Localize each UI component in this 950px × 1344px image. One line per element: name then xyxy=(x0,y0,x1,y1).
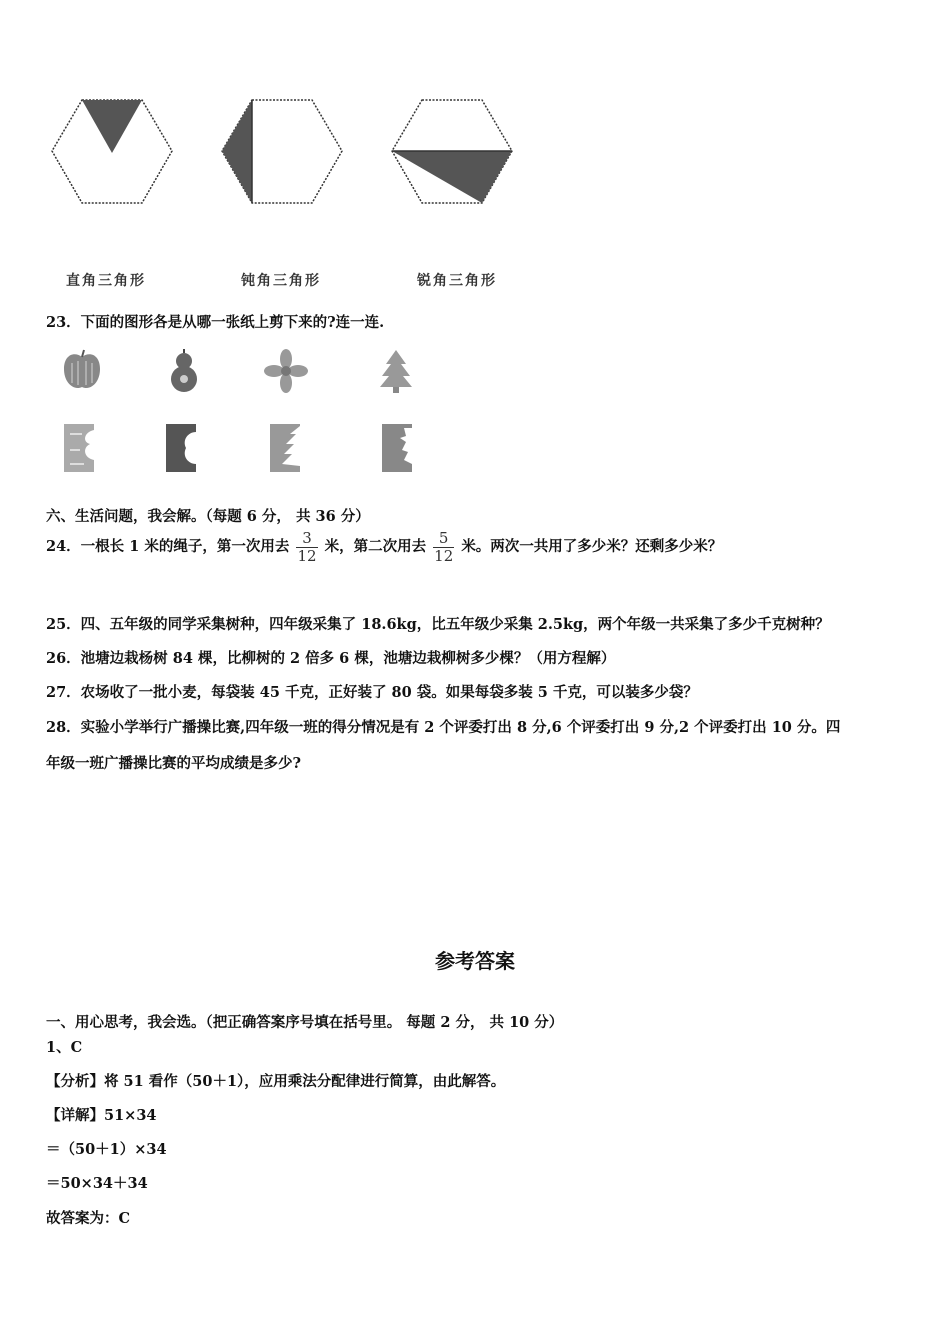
answer-1-detail: 【详解】51×34 xyxy=(46,1107,157,1124)
answer-1: 1、C xyxy=(46,1039,83,1056)
hexagon-right-triangle-figure xyxy=(48,95,176,209)
fraction-2-denominator: 12 xyxy=(434,546,454,565)
flower-cutout-icon xyxy=(262,347,310,395)
q24-text-3: 米。两次一共用了多少米？还剩多少米？ xyxy=(461,538,723,555)
fraction-1-denominator: 12 xyxy=(297,546,317,565)
question-28-line-1: 28．实验小学举行广播操比赛,四年级一班的得分情况是有 2 个评委打出 8 分,6 个评委打出 9 分,2 个评委打出 10 分。四 xyxy=(46,719,841,736)
caption-acute-triangle: 锐角三角形 xyxy=(417,273,497,289)
caption-right-triangle: 直角三角形 xyxy=(66,273,146,289)
hexagon-acute-triangle-figure xyxy=(388,95,516,209)
caption-obtuse-triangle: 钝角三角形 xyxy=(241,273,321,289)
fraction-2-numerator: 5 xyxy=(433,530,454,548)
folded-paper-3-icon xyxy=(266,420,306,476)
question-25: 25．四、五年级的同学采集树种，四年级采集了 18.6kg，比五年级少采集 2.5kg，两个年级一共采集了多少千克树种？ xyxy=(46,616,830,633)
answer-1-conclusion: 故答案为：C xyxy=(46,1210,131,1227)
gourd-cutout-icon xyxy=(160,347,208,395)
q24-text-1: 24．一根长 1 米的绳子，第一次用去 xyxy=(46,538,290,555)
answers-section-1-heading: 一、用心思考，我会选。（把正确答案序号填在括号里。 每题 2 分， 共 10 分） xyxy=(46,1014,564,1031)
folded-paper-4-icon xyxy=(378,420,418,476)
question-23: 23．下面的图形各是从哪一张纸上剪下来的?连一连. xyxy=(46,314,385,331)
answer-1-step-2: ＝50×34＋34 xyxy=(46,1175,148,1192)
question-26: 26．池塘边栽杨树 84 棵，比柳树的 2 倍多 6 棵，池塘边栽柳树多少棵？（用方程解） xyxy=(46,650,616,667)
q24-text-2: 米，第二次用去 xyxy=(324,538,427,555)
answer-1-step-1: ＝（50＋1）×34 xyxy=(46,1141,167,1158)
question-24 xyxy=(46,528,722,566)
folded-paper-2-icon xyxy=(162,420,202,476)
section-6-heading: 六、生活问题，我会解。（每题 6 分， 共 36 分） xyxy=(46,508,370,525)
fraction-1-numerator: 3 xyxy=(296,530,317,548)
answers-title: 参考答案 xyxy=(435,949,515,973)
hexagon-obtuse-triangle-figure xyxy=(218,95,346,209)
answer-1-analysis: 【分析】将 51 看作（50＋1），应用乘法分配律进行简算，由此解答。 xyxy=(46,1073,506,1090)
tree-cutout-icon xyxy=(372,347,420,395)
apple-cutout-icon xyxy=(58,347,106,395)
fraction-3-12 xyxy=(296,530,317,565)
question-28-line-2: 年级一班广播操比赛的平均成绩是多少? xyxy=(46,755,301,772)
fraction-5-12 xyxy=(433,530,454,565)
folded-paper-1-icon xyxy=(60,420,100,476)
question-27: 27．农场收了一批小麦，每袋装 45 千克，正好装了 80 袋。如果每袋多装 5 千克，可以装多少袋？ xyxy=(46,684,698,701)
